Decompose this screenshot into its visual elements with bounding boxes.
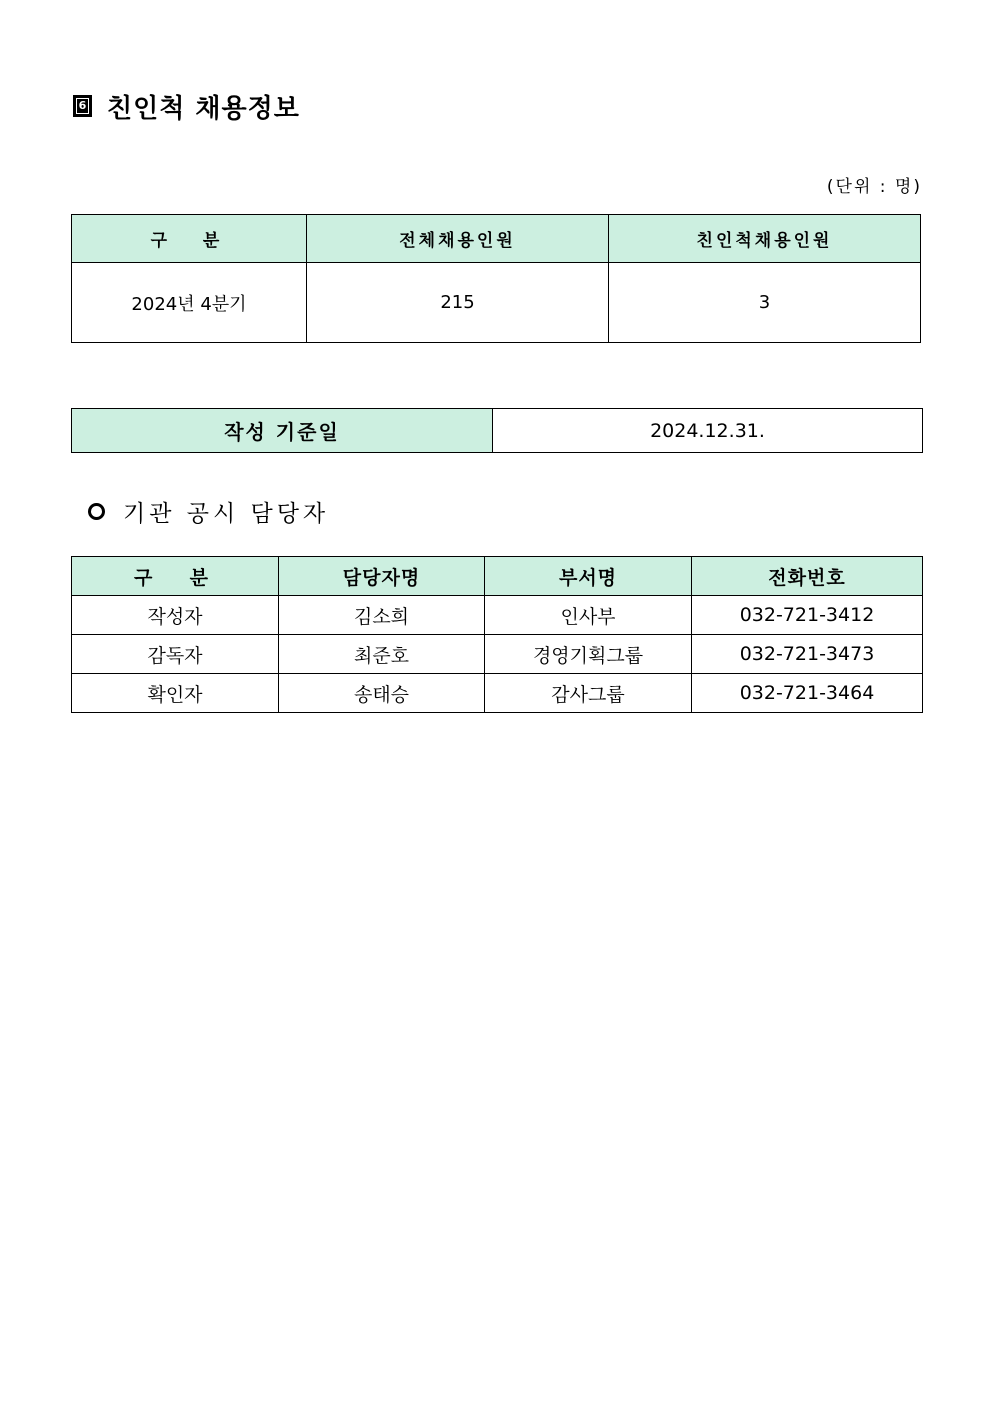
base-date-value: 2024.12.31. [493, 409, 923, 453]
header-department: 부서명 [485, 557, 692, 596]
header-relatives-hired: 친인척채용인원 [609, 215, 921, 263]
section-number-badge [74, 96, 91, 116]
name-cell: 송태승 [279, 674, 485, 713]
phone-cell: 032-721-3412 [692, 596, 923, 635]
contacts-heading-text: 기관 공시 담당자 [123, 501, 330, 527]
role-cell: 확인자 [72, 674, 279, 713]
contacts-section-heading [88, 495, 329, 528]
header-total-hired: 전체채용인원 [307, 215, 609, 263]
hiring-table [71, 214, 921, 343]
header-contact-name: 담당자명 [279, 557, 485, 596]
total-hired-cell: 215 [307, 263, 609, 343]
dept-cell: 감사그룹 [485, 674, 692, 713]
contacts-table-header-row [72, 557, 923, 596]
unit-note: (단위 : 명) [826, 177, 922, 197]
dept-cell: 경영기획그룹 [485, 635, 692, 674]
table-row [72, 263, 921, 343]
role-cell: 작성자 [72, 596, 279, 635]
hiring-table-header-row [72, 215, 921, 263]
table-row [72, 635, 923, 674]
page-title [74, 88, 300, 124]
circle-bullet-icon [88, 503, 105, 520]
name-cell: 김소희 [279, 596, 485, 635]
base-date-label: 작성 기준일 [72, 409, 493, 453]
header-category: 구 분 [72, 215, 307, 263]
relatives-hired-cell: 3 [609, 263, 921, 343]
section-number: 6 [76, 98, 89, 114]
role-cell: 감독자 [72, 635, 279, 674]
table-row [72, 596, 923, 635]
table-row [72, 409, 923, 453]
base-date-table [71, 408, 923, 453]
period-cell: 2024년 4분기 [72, 263, 307, 343]
header-category: 구 분 [72, 557, 279, 596]
header-phone: 전화번호 [692, 557, 923, 596]
phone-cell: 032-721-3464 [692, 674, 923, 713]
contacts-table [71, 556, 923, 713]
name-cell: 최준호 [279, 635, 485, 674]
title-text: 친인척 채용정보 [107, 93, 300, 124]
phone-cell: 032-721-3473 [692, 635, 923, 674]
dept-cell: 인사부 [485, 596, 692, 635]
table-row [72, 674, 923, 713]
